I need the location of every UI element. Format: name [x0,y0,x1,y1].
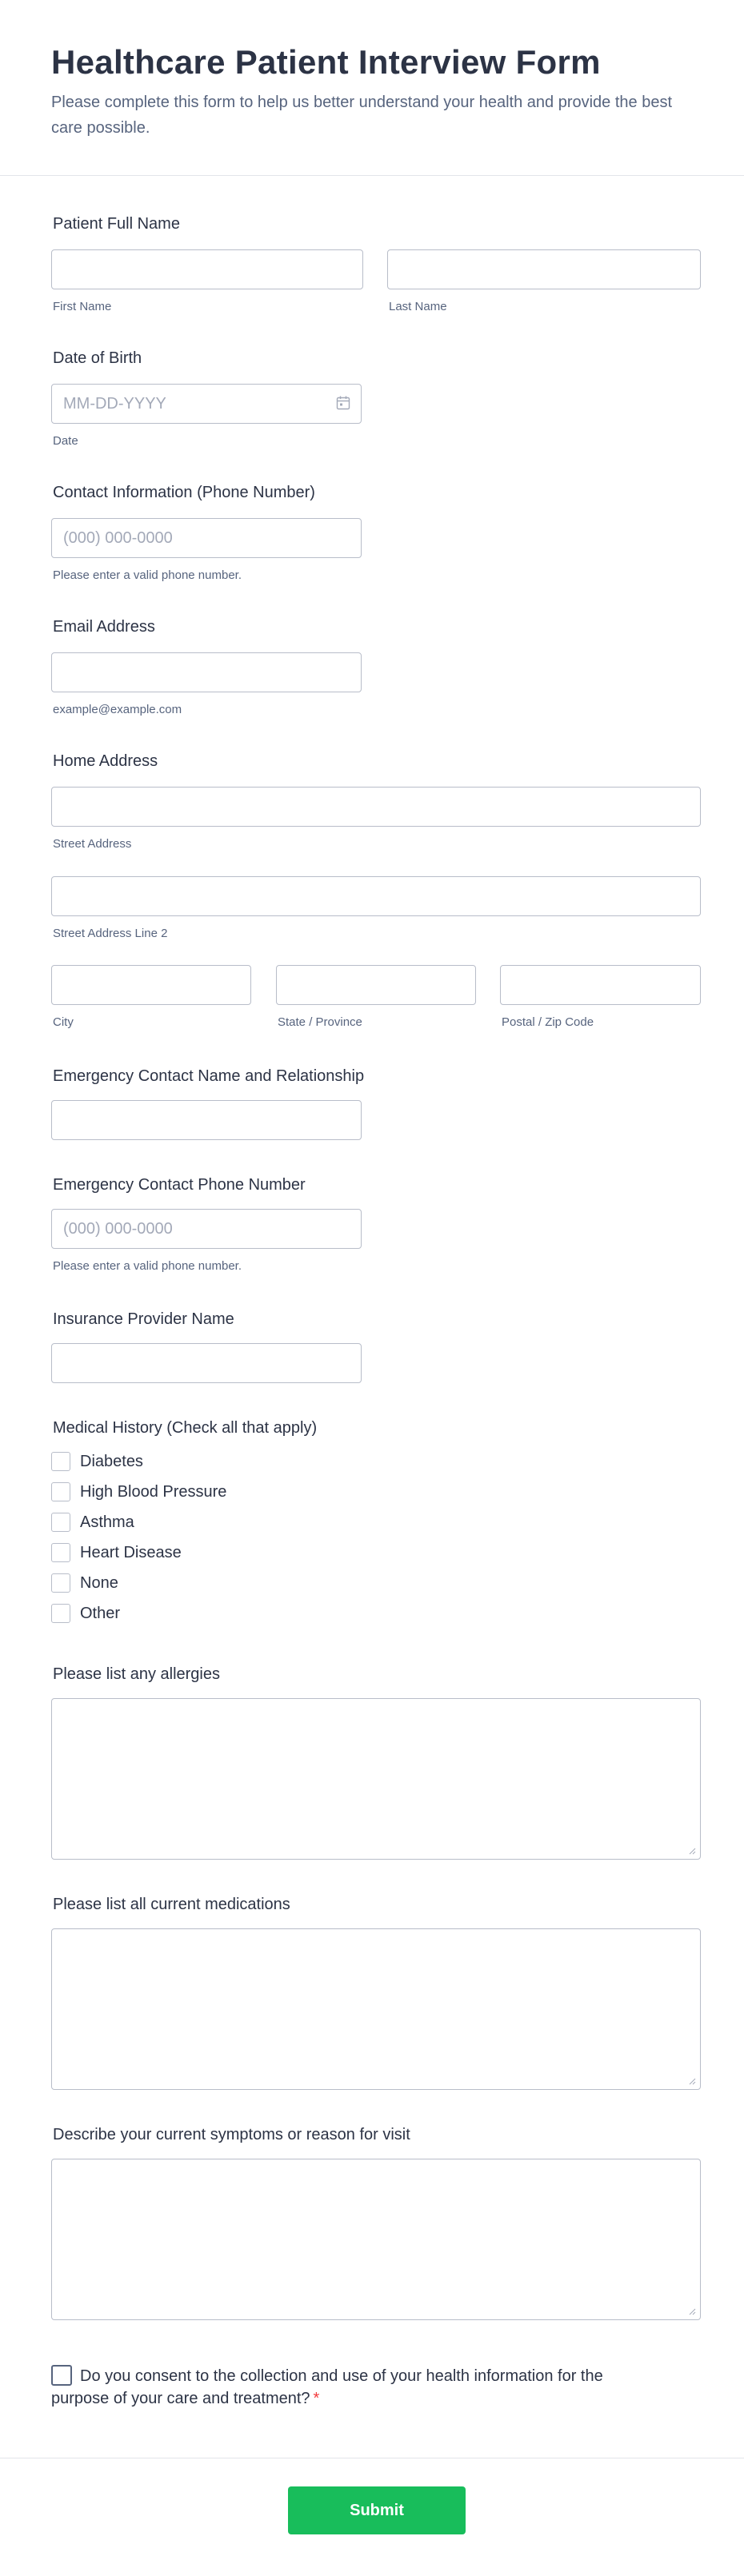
street-address-line2-input[interactable] [51,876,701,916]
symptoms-wrapper [51,2159,701,2320]
medications-textarea[interactable] [51,1928,701,2090]
city-input[interactable] [51,965,251,1005]
checkbox[interactable] [51,1543,70,1562]
option-label: Asthma [80,1513,134,1531]
checkbox[interactable] [51,1452,70,1471]
dob-sublabel: Date [53,434,78,448]
option-label: Other [80,1604,121,1622]
form-header [0,0,744,176]
street-address-input[interactable] [51,787,701,827]
medications-label: Please list all current medications [53,1896,290,1913]
emergency-phone-input[interactable] [51,1209,362,1249]
medical-history-option[interactable] [51,1511,134,1533]
street-address-sublabel: Street Address [53,837,132,851]
emergency-name-label: Emergency Contact Name and Relationship [53,1067,365,1085]
dob-wrapper [51,384,362,424]
street-address-line2-sublabel: Street Address Line 2 [53,927,168,940]
medical-history-option[interactable] [51,1541,182,1564]
state-input[interactable] [276,965,476,1005]
patient-name-label: Patient Full Name [53,215,180,233]
address-label: Home Address [53,752,158,770]
medical-history-option[interactable] [51,1602,120,1625]
medical-history-option[interactable] [51,1572,118,1594]
zip-input[interactable] [500,965,701,1005]
option-label: Heart Disease [80,1543,182,1561]
form-title: Healthcare Patient Interview Form [51,43,601,81]
consent-text: Do you consent to the collection and use of your health information for the purpose of your care and treatment? [51,2367,603,2407]
dob-input[interactable] [51,384,362,424]
last-name-sublabel: Last Name [389,300,447,313]
allergies-textarea[interactable] [51,1698,701,1860]
first-name-input[interactable] [51,249,363,289]
medical-history-label: Medical History (Check all that apply) [53,1419,318,1437]
resize-handle-icon[interactable] [688,2077,696,2085]
resize-handle-icon[interactable] [688,2307,696,2315]
resize-handle-icon[interactable] [688,1847,696,1855]
last-name-input[interactable] [387,249,701,289]
first-name-sublabel: First Name [53,300,112,313]
patient-name-field [51,214,701,233]
emergency-name-input[interactable] [51,1100,362,1140]
calendar-icon[interactable] [336,395,350,411]
dob-label: Date of Birth [53,349,142,367]
emergency-phone-sublabel: Please enter a valid phone number. [53,1259,242,1273]
option-label: High Blood Pressure [80,1482,227,1501]
symptoms-label: Describe your current symptoms or reason for visit [53,2126,410,2143]
consent-checkbox[interactable] [51,2365,72,2386]
state-sublabel: State / Province [278,1015,362,1029]
medical-history-option[interactable] [51,1450,143,1473]
zip-sublabel: Postal / Zip Code [502,1015,594,1029]
email-input[interactable] [51,652,362,692]
emergency-phone-label: Emergency Contact Phone Number [53,1176,306,1194]
submit-button[interactable]: Submit [288,2486,466,2534]
city-sublabel: City [53,1015,74,1029]
option-label: None [80,1573,118,1592]
checkbox[interactable] [51,1604,70,1623]
checkbox[interactable] [51,1513,70,1532]
email-label: Email Address [53,618,155,636]
allergies-label: Please list any allergies [53,1665,220,1683]
checkbox[interactable] [51,1573,70,1593]
phone-sublabel: Please enter a valid phone number. [53,568,242,582]
insurance-label: Insurance Provider Name [53,1310,234,1328]
consent-field[interactable] [51,2365,627,2410]
medical-history-option[interactable] [51,1481,226,1503]
insurance-input[interactable] [51,1343,362,1383]
option-label: Diabetes [80,1452,143,1470]
symptoms-textarea[interactable] [51,2159,701,2320]
checkbox[interactable] [51,1482,70,1501]
medications-wrapper [51,1928,701,2090]
allergies-wrapper [51,1698,701,1860]
form-subtitle: Please complete this form to help us better understand your health and provide the best care possible. [51,94,673,137]
phone-input[interactable] [51,518,362,558]
phone-label: Contact Information (Phone Number) [53,484,315,501]
email-sublabel: example@example.com [53,703,182,716]
required-marker: * [313,2390,320,2407]
